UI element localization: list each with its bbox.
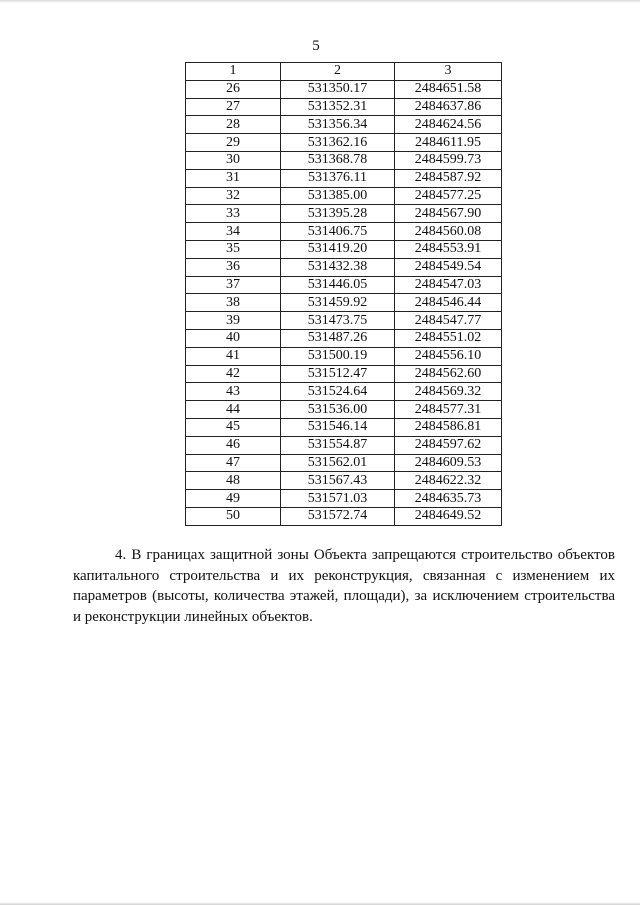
table-row: [186, 472, 502, 490]
y-coordinate-cell: 2484551.02: [395, 329, 502, 347]
x-coordinate-cell: 531487.26: [281, 329, 395, 347]
page-number: 5: [312, 38, 320, 54]
x-coordinate-cell: 531350.17: [281, 80, 395, 98]
x-coordinate-cell: 531473.75: [281, 312, 395, 330]
y-coordinate-cell: 2484622.32: [395, 472, 502, 490]
point-number-cell: 32: [186, 187, 281, 205]
point-number-cell: 49: [186, 490, 281, 508]
y-coordinate-cell: 2484560.08: [395, 223, 502, 241]
y-coordinate-cell: 2484549.54: [395, 258, 502, 276]
table-row: [186, 258, 502, 276]
y-coordinate-cell: 2484577.31: [395, 401, 502, 419]
point-number-cell: 43: [186, 383, 281, 401]
x-coordinate-cell: 531362.16: [281, 134, 395, 152]
point-number-cell: 26: [186, 80, 281, 98]
point-number-cell: 48: [186, 472, 281, 490]
y-coordinate-cell: 2484562.60: [395, 365, 502, 383]
point-number-cell: 29: [186, 134, 281, 152]
table-row: [186, 134, 502, 152]
point-number-cell: 50: [186, 507, 281, 525]
x-coordinate-cell: 531385.00: [281, 187, 395, 205]
x-coordinate-cell: 531432.38: [281, 258, 395, 276]
y-coordinate-cell: 2484577.25: [395, 187, 502, 205]
x-coordinate-cell: 531500.19: [281, 347, 395, 365]
x-coordinate-cell: 531352.31: [281, 98, 395, 116]
point-number-cell: 30: [186, 151, 281, 169]
point-number-cell: 41: [186, 347, 281, 365]
y-coordinate-cell: 2484599.73: [395, 151, 502, 169]
table-row: [186, 312, 502, 330]
table-row: [186, 436, 502, 454]
y-coordinate-cell: 2484546.44: [395, 294, 502, 312]
table-row: [186, 454, 502, 472]
point-number-cell: 36: [186, 258, 281, 276]
table-row: [186, 365, 502, 383]
y-coordinate-cell: 2484609.53: [395, 454, 502, 472]
column-header: 3: [395, 63, 502, 81]
y-coordinate-cell: 2484597.62: [395, 436, 502, 454]
point-number-cell: 37: [186, 276, 281, 294]
table-row: [186, 276, 502, 294]
x-coordinate-cell: 531524.64: [281, 383, 395, 401]
x-coordinate-cell: 531572.74: [281, 507, 395, 525]
table-row: [186, 418, 502, 436]
x-coordinate-cell: 531356.34: [281, 116, 395, 134]
x-coordinate-cell: 531419.20: [281, 240, 395, 258]
y-coordinate-cell: 2484611.95: [395, 134, 502, 152]
table-row: [186, 294, 502, 312]
x-coordinate-cell: 531567.43: [281, 472, 395, 490]
point-number-cell: 38: [186, 294, 281, 312]
point-number-cell: 34: [186, 223, 281, 241]
point-number-cell: 35: [186, 240, 281, 258]
y-coordinate-cell: 2484651.58: [395, 80, 502, 98]
table-row: [186, 347, 502, 365]
y-coordinate-cell: 2484547.77: [395, 312, 502, 330]
table-row: [186, 187, 502, 205]
table-row: [186, 205, 502, 223]
table-row: [186, 240, 502, 258]
x-coordinate-cell: 531512.47: [281, 365, 395, 383]
column-header: 2: [281, 63, 395, 81]
y-coordinate-cell: 2484556.10: [395, 347, 502, 365]
x-coordinate-cell: 531406.75: [281, 223, 395, 241]
y-coordinate-cell: 2484569.32: [395, 383, 502, 401]
point-number-cell: 46: [186, 436, 281, 454]
y-coordinate-cell: 2484547.03: [395, 276, 502, 294]
y-coordinate-cell: 2484553.91: [395, 240, 502, 258]
point-number-cell: 39: [186, 312, 281, 330]
y-coordinate-cell: 2484624.56: [395, 116, 502, 134]
x-coordinate-cell: 531554.87: [281, 436, 395, 454]
point-number-cell: 28: [186, 116, 281, 134]
table-row: [186, 329, 502, 347]
x-coordinate-cell: 531562.01: [281, 454, 395, 472]
y-coordinate-cell: 2484567.90: [395, 205, 502, 223]
column-header: 1: [186, 63, 281, 81]
y-coordinate-cell: 2484637.86: [395, 98, 502, 116]
table-row: [186, 98, 502, 116]
restriction-paragraph: 4. В границах защитной зоны Объекта запрещаются строительство объектов капитального строительства и их реконструкция, связанная с изменением их параметров (высоты, количества этажей, площади), за исключением строительства и реконструкции линейных объектов.: [73, 547, 615, 625]
x-coordinate-cell: 531446.05: [281, 276, 395, 294]
y-coordinate-cell: 2484635.73: [395, 490, 502, 508]
coordinates-table: [185, 62, 502, 526]
point-number-cell: 27: [186, 98, 281, 116]
point-number-cell: 45: [186, 418, 281, 436]
point-number-cell: 47: [186, 454, 281, 472]
point-number-cell: 44: [186, 401, 281, 419]
point-number-cell: 31: [186, 169, 281, 187]
point-number-cell: 40: [186, 329, 281, 347]
y-coordinate-cell: 2484586.81: [395, 418, 502, 436]
table-row: [186, 383, 502, 401]
y-coordinate-cell: 2484587.92: [395, 169, 502, 187]
table-row: [186, 490, 502, 508]
table-row: [186, 169, 502, 187]
x-coordinate-cell: 531395.28: [281, 205, 395, 223]
x-coordinate-cell: 531376.11: [281, 169, 395, 187]
x-coordinate-cell: 531571.03: [281, 490, 395, 508]
table-row: [186, 80, 502, 98]
table-row: [186, 151, 502, 169]
x-coordinate-cell: 531459.92: [281, 294, 395, 312]
x-coordinate-cell: 531546.14: [281, 418, 395, 436]
x-coordinate-cell: 531368.78: [281, 151, 395, 169]
scan-edge-top: [0, 0, 640, 3]
table-row: [186, 116, 502, 134]
table-row: [186, 507, 502, 525]
table-row: [186, 401, 502, 419]
x-coordinate-cell: 531536.00: [281, 401, 395, 419]
point-number-cell: 33: [186, 205, 281, 223]
point-number-cell: 42: [186, 365, 281, 383]
y-coordinate-cell: 2484649.52: [395, 507, 502, 525]
table-row: [186, 223, 502, 241]
table-header-row: [186, 63, 502, 81]
table-body: [186, 80, 502, 525]
